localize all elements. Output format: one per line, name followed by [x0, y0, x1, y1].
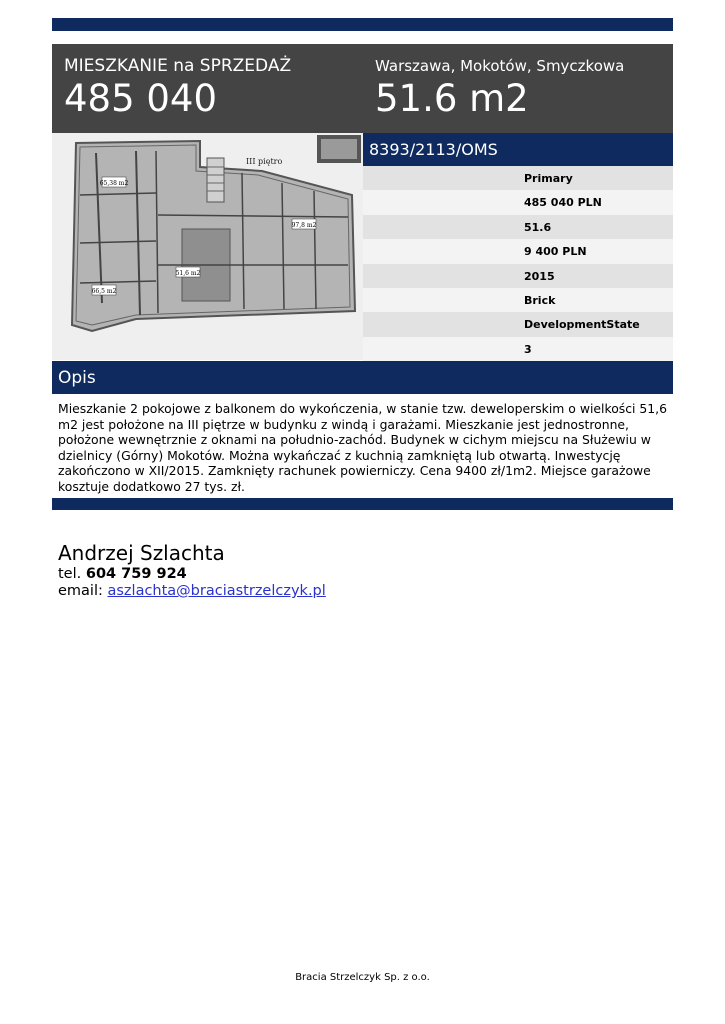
param-row	[363, 239, 673, 263]
area: 51.6 m2	[375, 77, 529, 120]
param-value: DevelopmentState	[524, 318, 640, 332]
param-row	[363, 288, 673, 312]
param-row	[363, 190, 673, 214]
price: 485 040	[64, 77, 218, 120]
phone-line	[58, 566, 326, 583]
param-row	[363, 312, 673, 336]
offer-type: MIESZKANIE na SPRZEDAŻ	[64, 56, 292, 76]
floor-label: III piętro	[246, 157, 283, 166]
param-row	[363, 264, 673, 288]
param-row	[363, 337, 673, 361]
param-value: Primary	[524, 172, 573, 185]
phone-number: 604 759 924	[85, 566, 187, 582]
room-label: 51,6 m2	[175, 270, 201, 277]
description-title: Opis	[58, 368, 96, 388]
description-text: Mieszkanie 2 pokojowe z balkonem do wykończenia, w stanie tzw. deweloperskim o wielkości 51,6 m2 jest położone na III piętrze w budynku z windą i garażami. Mieszkanie jest jednostronne, położone wewnętrznie z oknami na południo-zachód. Budynek w cichym miejscu na Służewiu w dzielnicy (Górny) Mokotów. Można wykańczać z kuchnią zamkniętą lub otwartą. Inwestycję zakończono w XII/2015. Zamknięty rachunek powierniczy. Cena 9400 zł/1m2. Miejsce garażowe kosztuje dodatkowo 27 tys. zł.	[58, 401, 668, 494]
param-row	[363, 215, 673, 239]
param-value: 485 040 PLN	[524, 196, 602, 210]
param-value: 2015	[524, 269, 555, 283]
phone-label: tel.	[58, 566, 82, 582]
header-bar	[52, 18, 673, 31]
floor-plan-image	[52, 133, 363, 360]
reference-bar	[363, 133, 673, 166]
floor-plan-drawing	[52, 133, 363, 360]
room-label: 65,38 m2	[99, 180, 129, 187]
param-value: Brick	[524, 293, 556, 307]
room-label: 66,5 m2	[91, 288, 117, 295]
agent-name: Andrzej Szlachta	[58, 541, 225, 565]
email-label: email:	[58, 583, 103, 599]
email-link[interactable]: aszlachta@braciastrzelczyk.pl	[107, 583, 326, 599]
parameter-list	[363, 166, 673, 361]
reference-number: 8393/2113/OMS	[369, 140, 498, 159]
location: Warszawa, Mokotów, Smyczkowa	[375, 57, 625, 75]
email-line	[58, 583, 326, 600]
description-header	[52, 361, 673, 394]
footer-company: Bracia Strzelczyk Sp. z o.o.	[295, 972, 430, 983]
param-value: 51.6	[524, 220, 552, 234]
divider-bar	[52, 498, 673, 510]
param-value: 9 400 PLN	[524, 245, 587, 259]
location-block	[375, 56, 624, 120]
offer-header	[52, 44, 673, 133]
price-block	[64, 56, 291, 120]
agent-contact	[58, 541, 326, 600]
param-value: 3	[524, 342, 532, 356]
room-label: 97,8 m2	[291, 222, 317, 229]
param-row	[363, 166, 673, 190]
